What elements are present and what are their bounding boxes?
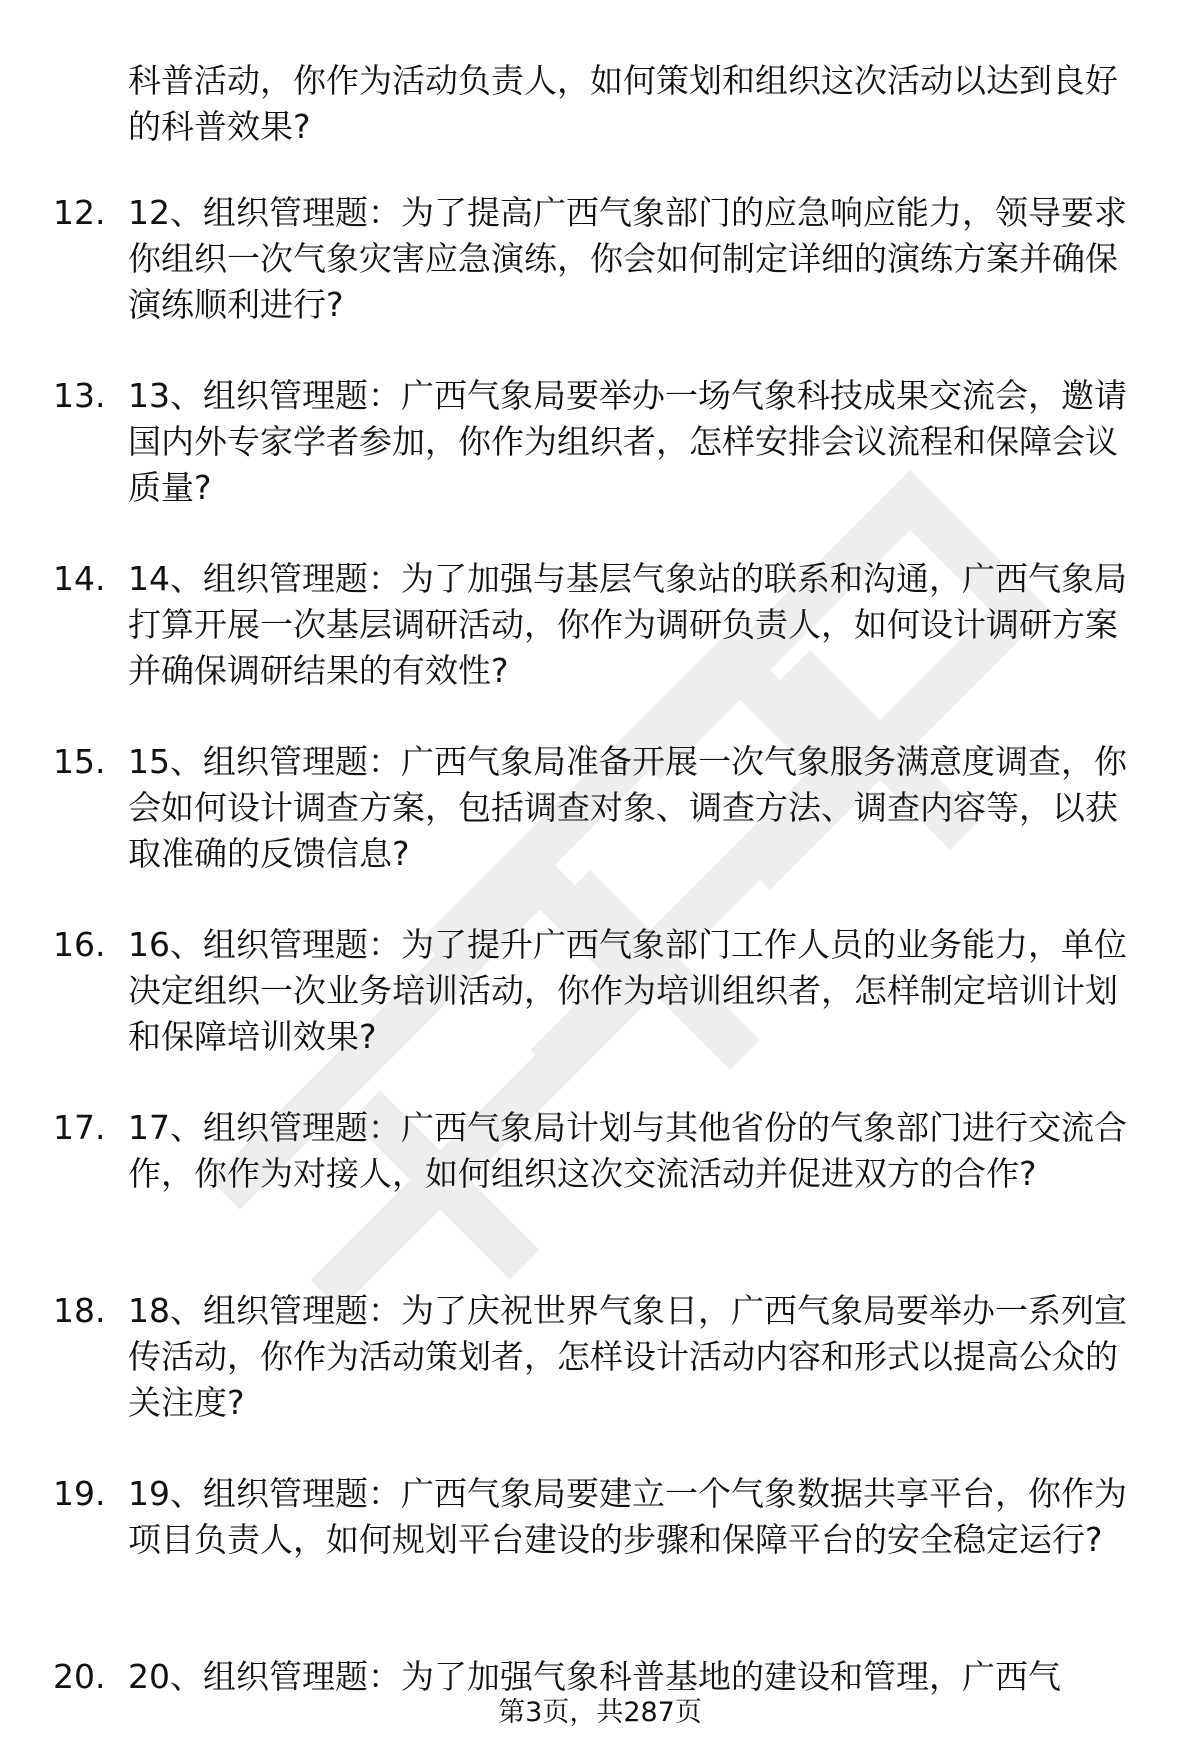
list-item [0,922,1200,1060]
list-number: 16. [53,925,106,964]
list-number: 15. [53,742,106,781]
list-number: 12. [53,193,106,232]
question-text: 14、组织管理题：为了加强与基层气象站的联系和沟通，广西气象局打算开展一次基层调研活动，你作为调研负责人，如何设计调研方案并确保调研结果的有效性? [128,559,1127,690]
question-list [0,190,1200,1755]
continuation-paragraph: 科普活动，你作为活动负责人，如何策划和组织这次活动以达到良好的科普效果? [128,61,1118,146]
question-text: 13、组织管理题：广西气象局要举办一场气象科技成果交流会，邀请国内外专家学者参加，你作为组织者，怎样安排会议流程和保障会议质量? [128,376,1127,507]
list-item [0,556,1200,694]
list-item [0,190,1200,328]
question-text: 20、组织管理题：为了加强气象科普基地的建设和管理，广西气 [128,1657,1061,1696]
list-item [0,1471,1200,1609]
list-item [0,1288,1200,1426]
question-text: 19、组织管理题：广西气象局要建立一个气象数据共享平台，你作为项目负责人，如何规划平台建设的步骤和保障平台的安全稳定运行? [128,1474,1127,1559]
question-text: 12、组织管理题：为了提高广西气象部门的应急响应能力，领导要求你组织一次气象灾害应急演练，你会如何制定详细的演练方案并确保演练顺利进行? [128,193,1127,324]
page-footer: 第3页，共287页 [498,1697,702,1728]
list-number: 13. [53,376,106,415]
list-item [0,373,1200,511]
question-text: 17、组织管理题：广西气象局计划与其他省份的气象部门进行交流合作，你作为对接人，如何组织这次交流活动并促进双方的合作? [128,1108,1127,1193]
question-text: 15、组织管理题：广西气象局准备开展一次气象服务满意度调查，你会如何设计调查方案，包括调查对象、调查方法、调查内容等，以获取准确的反馈信息? [128,742,1127,873]
list-item [0,1105,1200,1243]
list-number: 14. [53,559,106,598]
list-item [0,739,1200,877]
list-number: 19. [53,1474,106,1513]
list-number: 18. [53,1291,106,1330]
list-number: 20. [53,1657,106,1696]
list-number: 17. [53,1108,106,1147]
question-text: 16、组织管理题：为了提升广西气象部门工作人员的业务能力，单位决定组织一次业务培训活动，你作为培训组织者，怎样制定培训计划和保障培训效果? [128,925,1127,1056]
question-text: 18、组织管理题：为了庆祝世界气象日，广西气象局要举办一系列宣传活动，你作为活动策划者，怎样设计活动内容和形式以提高公众的关注度? [128,1291,1127,1422]
